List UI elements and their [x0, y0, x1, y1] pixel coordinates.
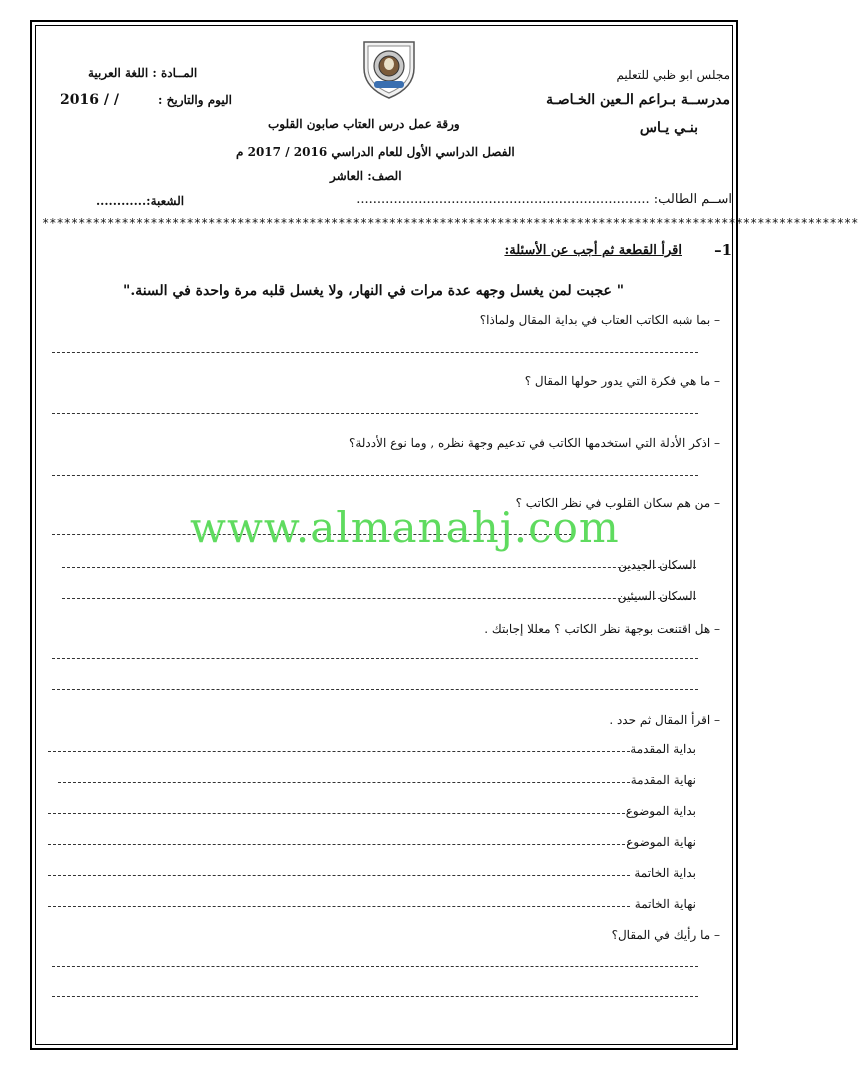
answer-line[interactable]	[48, 751, 630, 752]
answer-line[interactable]	[52, 689, 698, 690]
answer-line[interactable]	[52, 996, 698, 997]
term-label: الفصل الدراسي الأول للعام الدراسي 2016 / 2017 م	[236, 145, 515, 159]
answer-line[interactable]	[48, 906, 630, 907]
question-quote: " عجبت لمن يغسل وجهه عدة مرات في النهار، ولا يغسل قلبه مرة واحدة في السنة."	[123, 283, 624, 299]
part-label: بداية الموضوع	[625, 804, 696, 818]
answer-line[interactable]	[52, 475, 698, 476]
question-item-6: – اقرأ المقال ثم حدد .	[609, 713, 720, 727]
answer-line[interactable]	[62, 567, 696, 568]
answer-line[interactable]	[58, 782, 630, 783]
answer-line[interactable]	[52, 966, 698, 967]
stars-divider: *****************************************************************************************************************	[42, 216, 858, 230]
answer-line[interactable]	[52, 352, 698, 353]
part-label: بداية المقدمة	[630, 742, 696, 756]
answer-line[interactable]	[48, 813, 630, 814]
council-name: مجلس ابو ظبي للتعليم	[616, 68, 730, 82]
answer-line[interactable]	[62, 598, 696, 599]
part-label: نهاية الموضوع	[626, 835, 696, 849]
answer-line[interactable]	[48, 875, 630, 876]
city-name: بنـي يـاس	[639, 120, 698, 136]
subject-label: المــادة : اللغة العربية	[88, 66, 198, 80]
school-name: مدرســة بـراعم الـعين الخـاصـة	[546, 92, 730, 108]
part-label: نهاية المقدمة	[630, 773, 696, 787]
section-field[interactable]: الشعبة:............	[96, 194, 185, 208]
school-logo-icon	[356, 38, 422, 100]
question-item-3: – اذكر الأدلة التي استخدمها الكاتب في تدعيم وجهة نظره , وما نوع الأددلة؟	[348, 436, 720, 450]
question-item-7: – ما رأيك في المقال؟	[611, 928, 720, 942]
answer-line[interactable]	[52, 658, 698, 659]
question-item-4: – من هم سكان القلوب في نظر الكاتب ؟	[515, 496, 720, 510]
question-instruction: اقرأ القطعة ثم أجب عن الأسئلة:	[504, 243, 682, 258]
grade-label: الصف: العاشر	[330, 169, 402, 183]
part-label: بداية الخاتمة	[634, 866, 696, 880]
part-label: نهاية الخاتمة	[634, 897, 696, 911]
question-number: 1–	[714, 241, 732, 259]
answer-line[interactable]	[52, 413, 698, 414]
answer-line[interactable]	[48, 844, 630, 845]
question-item-2: – ما هي فكرة التي يدور حولها المقال ؟	[524, 374, 720, 388]
worksheet-title: ورقة عمل درس العتاب صابون القلوب	[268, 117, 460, 131]
watermark-text: www.almanahj.com	[190, 503, 620, 552]
question-item-1: – بما شبه الكاتب العتاب في بداية المقال ولماذا؟	[479, 313, 720, 327]
student-name-field[interactable]: اســم الطالب: .......................................................................	[356, 192, 732, 207]
date-value: 2016 / /	[60, 92, 119, 108]
date-label: اليوم والتاريخ :	[158, 93, 232, 107]
residents-bad-label: السكان السيئين	[617, 589, 696, 603]
question-item-5: – هل اقتنعت بوجهة نظر الكاتب ؟ معللا إجابتك .	[484, 622, 720, 636]
residents-good-label: السكان الجيدين	[618, 558, 696, 572]
